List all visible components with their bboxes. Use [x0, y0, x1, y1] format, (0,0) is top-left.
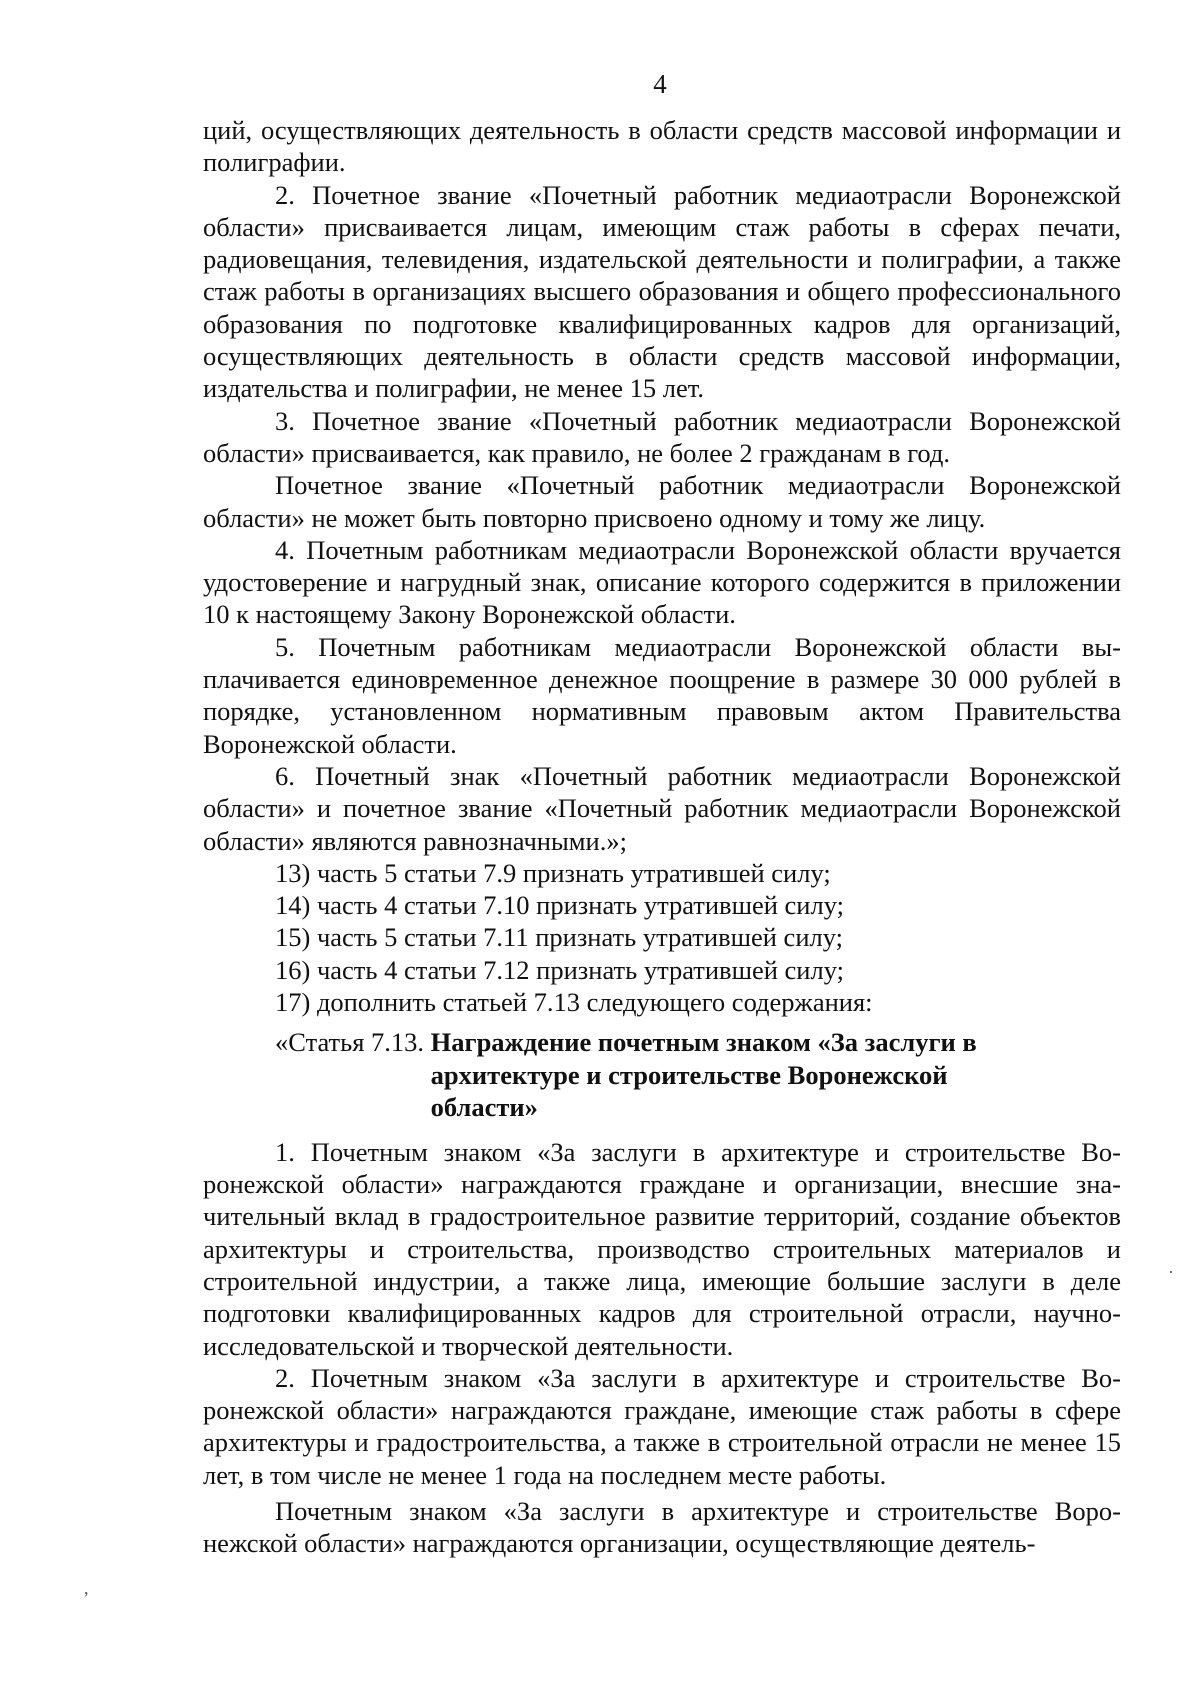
- scan-tick-mark: ,: [84, 1578, 89, 1598]
- list-item-17: 17) дополнить статьей 7.13 следующего содержания:: [275, 987, 873, 1018]
- article-label: «Статья 7.13.: [275, 1027, 431, 1058]
- article-paragraph-3: Почетным знаком «За заслуги в архитектуре и строительстве Воронежской области» награждаются организации, осуществляющие деятель-: [203, 1496, 1121, 1559]
- paragraph-item-6: 6. Почетный знак «Почетный работник медиаотрасли Воронежской области» и почетное звание «Почетный работник медиаотрасли Воронежской области» являются равнозначными.»;: [203, 760, 1121, 856]
- paragraph-item-4: 4. Почетным работникам медиаотрасли Воронежской области вручается удостоверение и нагрудный знак, описание которого содержится в приложении 10 к настоящему Закону Воронежской области.: [203, 534, 1121, 630]
- page-number: 4: [653, 69, 667, 99]
- list-item-15: 15) часть 5 статьи 7.11 признать утратившей силу;: [275, 922, 843, 953]
- paragraph-continuation: ций, осуществляющих деятельность в области средств массовой информации и полиграфии.: [203, 115, 1121, 178]
- article-heading: [203, 1026, 1121, 1124]
- paragraph-item-3-note: Почетное звание «Почетный работник медиаотрасли Воронежской области» не может быть повторно присвоено одному и тому же лицу.: [203, 470, 1121, 533]
- article-title: Награждение почетным знаком «За заслуги в архитектуре и строительстве Воронежской области»: [430, 1027, 977, 1123]
- document-body: [203, 114, 1121, 1560]
- paragraph-item-5: 5. Почетным работникам медиаотрасли Воронежской области выплачивается единовременное денежное поощрение в размере 30 000 рублей в порядке, установленном нормативным правовым актом Правительства Воронежской области.: [203, 631, 1121, 759]
- article-paragraph-2: 2. Почетным знаком «За заслуги в архитектуре и строительстве Воронежской области» награждаются граждане, имеющие стаж работы в сфере архитектуры и градостроительства, а также в строительной отрасли не менее 15 лет, в том числе не менее 1 года на последнем месте работы.: [203, 1362, 1121, 1490]
- list-item-14: 14) часть 4 статьи 7.10 признать утратившей силу;: [275, 890, 844, 921]
- article-paragraph-1: 1. Почетным знаком «За заслуги в архитектуре и строительстве Воронежской области» награждаются граждане и организации, внесшие значительный вклад в градостроительное развитие территорий, создание объектов архитектуры и строительства, производство строительных материалов и строительной индустрии, а также лица, имеющие большие заслуги в деле подготовки квалифицированных кадров для строительной отрасли, научно-исследовательской и творческой деятельности.: [203, 1136, 1121, 1361]
- list-item-16: 16) часть 4 статьи 7.12 признать утратившей силу;: [275, 954, 844, 985]
- list-item-13: 13) часть 5 статьи 7.9 признать утратившей силу;: [275, 857, 831, 888]
- paragraph-item-3: 3. Почетное звание «Почетный работник медиаотрасли Воронежской области» присваивается, как правило, не более 2 гражданам в год.: [203, 405, 1121, 468]
- scan-speck-mark: ·: [1168, 1262, 1174, 1282]
- paragraph-item-2: 2. Почетное звание «Почетный работник медиаотрасли Воронежской области» присваивается лицам, имеющим стаж работы в сферах печати, радиовещания, телевидения, издательской деятельности и полиграфии, а также стаж работы в организациях высшего образования и общего профессионального образования по подготовке квалифицированных кадров для организаций, осуществляющих деятельность в области средств массовой информации, издательства и полиграфии, не менее 15 лет.: [203, 179, 1121, 404]
